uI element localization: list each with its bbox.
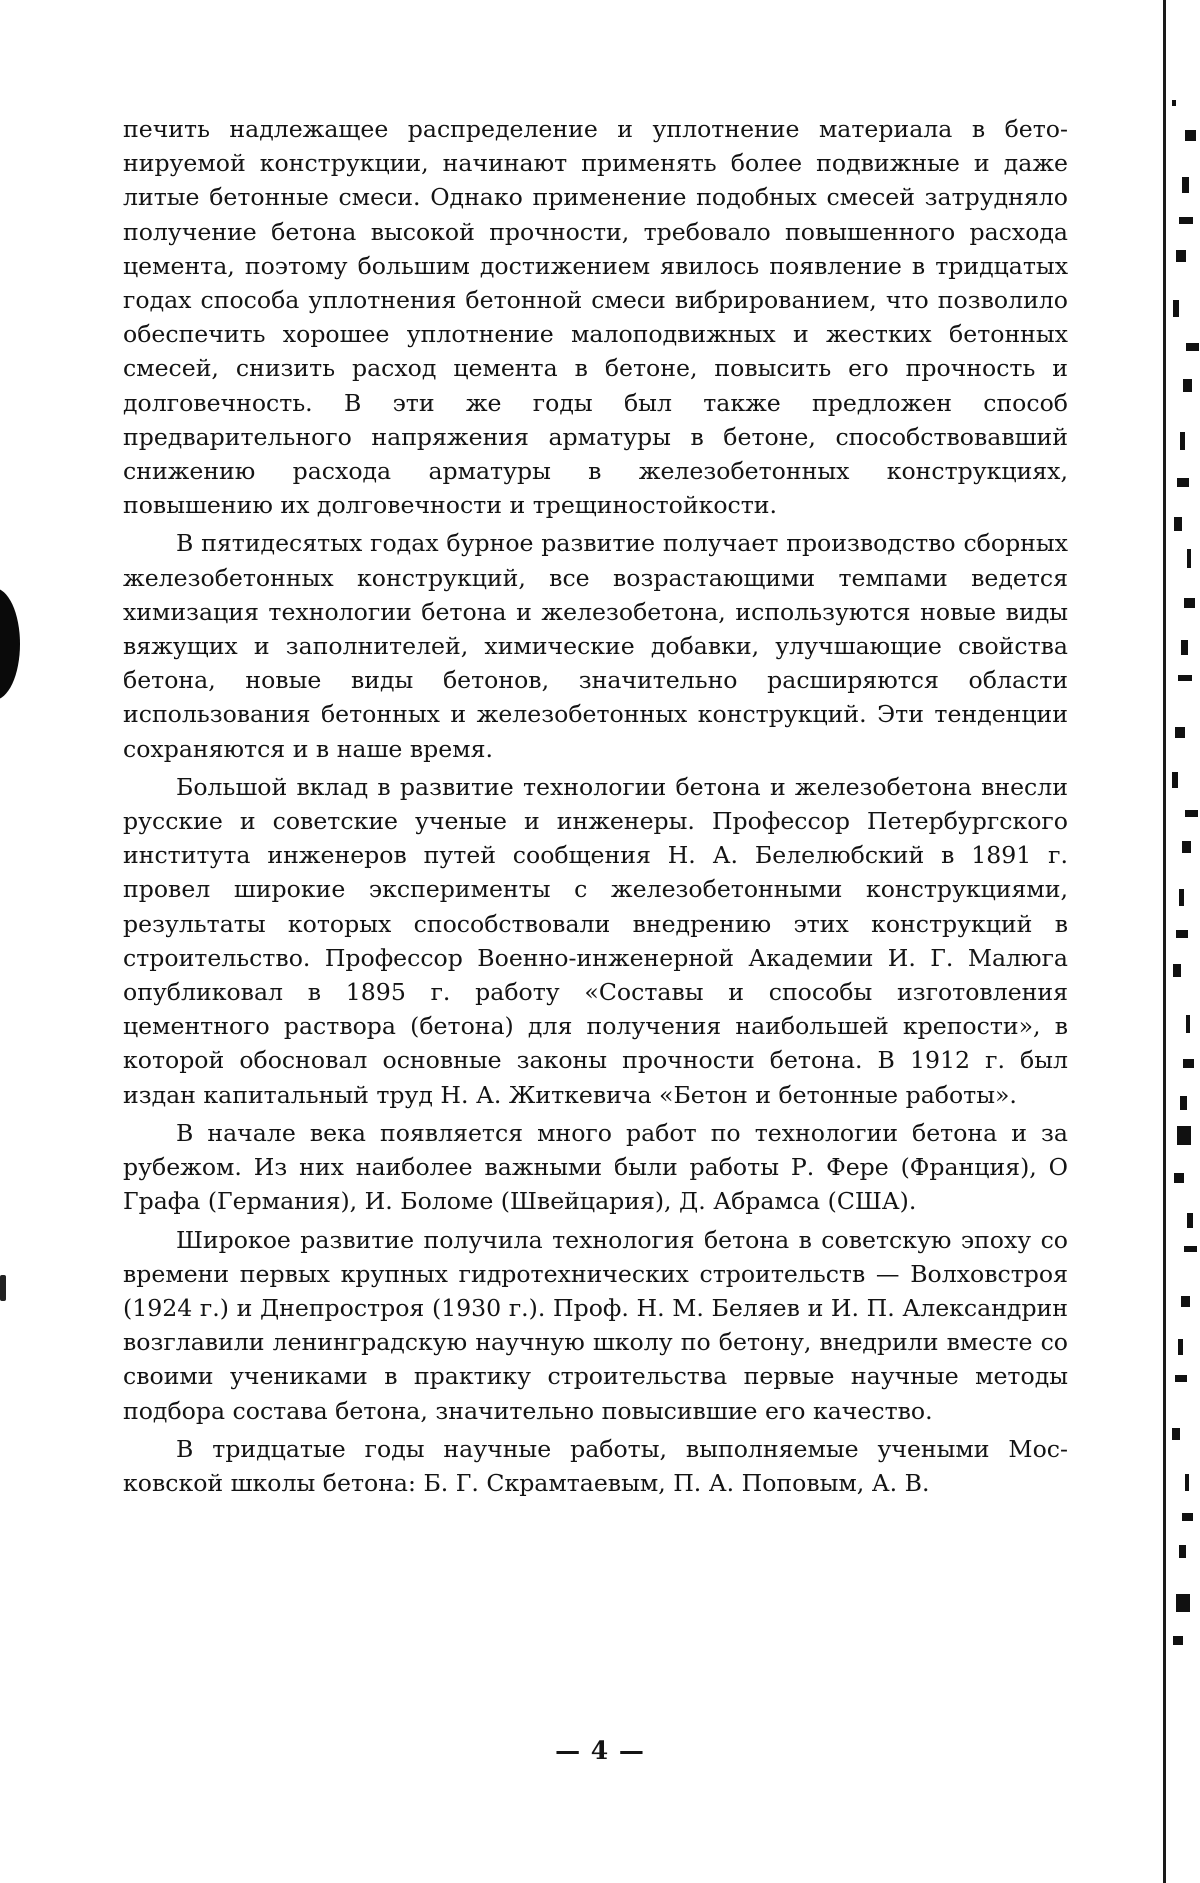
bleed-fragment — [1181, 1296, 1190, 1307]
paragraph-moscow-school: В тридцатые годы научные работы, выполняемые учеными Московской школы бетона: Б. Г. Скрамтаевым, П. А. Поповым, А. В. — [123, 1434, 1068, 1497]
bleed-fragment — [1175, 1375, 1187, 1382]
bleed-fragment — [1182, 177, 1189, 193]
bleed-fragment — [1179, 217, 1193, 224]
bleed-fragment — [1177, 478, 1189, 487]
bleed-fragment — [1182, 841, 1191, 853]
bleed-fragment — [1178, 675, 1192, 681]
bleed-fragment — [1179, 889, 1184, 906]
bleed-fragment — [1172, 100, 1176, 106]
bleed-fragment — [1180, 432, 1185, 450]
bleed-fragment — [1187, 549, 1191, 568]
bleed-fragment — [1172, 1428, 1180, 1440]
body-text — [123, 112, 1068, 1504]
bleed-fragment — [1177, 1126, 1191, 1145]
bleed-fragment — [1187, 1213, 1193, 1228]
adjacent-page-bleed — [1170, 100, 1200, 1660]
bleed-fragment — [1176, 1594, 1190, 1612]
page-number: — 4 — — [555, 1736, 645, 1765]
bleed-fragment — [1185, 810, 1198, 817]
bleed-fragment — [1183, 1059, 1194, 1068]
bleed-fragment — [1174, 1173, 1184, 1183]
paragraph-foreign-works: В начале века появляется много работ по технологии бетона и за рубежом. Из них наиболее важными были работы Р. Фере (Франция), О Графа (Германия), И. Боломе (Швейцария), Д. Абрамса (США). — [123, 1118, 1068, 1216]
bleed-fragment — [1185, 1474, 1189, 1491]
bleed-fragment — [1184, 1246, 1197, 1252]
binding-tick — [0, 1275, 6, 1301]
paragraph-soviet-era: Широкое развитие получила технология бетона в советскую эпоху со времени первых крупных гидротехнических строительств — Волховстроя (1924 г.) и Днепростроя (1930 г.). Проф. Н. М. Беляев и И. П. Александрин возглавили ленинградскую научную школу по бетону, внедрили вместе со своими учениками в практику строительства первые научные методы подбора состава бетона, значительно повысившие его качество. — [123, 1225, 1068, 1425]
bleed-fragment — [1181, 640, 1188, 655]
paragraph-continuation: печить надлежащее распределение и уплотнение материала в бетонируемой конструкции, начинают применять более подвижные и даже литые бетонные смеси. Однако применение подобных смесей затрудняло получение бетона высокой прочности, требовало повышенного расхода цемента, поэтому большим достижением явилось появление в тридцатых годах способа уплотнения бетонной смеси вибрированием, что позволило обеспечить хорошее уплотнение малоподвижных и жестких бетонных смесей, снизить расход цемента в бетоне, повысить его прочность и долговечность. В эти же годы был также предложен способ предварительного напряжения арматуры в бетоне, способствовавший снижению расхода арматуры в железобетонных конструкциях, повышению их долговечности и трещиностойкости. — [123, 115, 1068, 520]
adjacent-page-edge — [1163, 0, 1166, 1883]
bleed-fragment — [1176, 250, 1186, 262]
bleed-fragment — [1174, 517, 1182, 531]
paragraph-fifties: В пятидесятых годах бурное развитие получает производство сборных железобетонных конструкций, все возрастающими темпами ведется химизация технологии бетона и железобетона, используются новые виды вяжущих и заполнителей, химические добавки, улучшающие свойства бетона, новые виды бетонов, значительно расширяются области использования бетонных и железобетонных конструкций. Эти тенденции сохраняются и в наше время. — [123, 529, 1068, 763]
bleed-fragment — [1172, 772, 1178, 788]
paragraph-russian-scientists: Большой вклад в развитие технологии бетона и железобетона внесли русские и советские ученые и инженеры. Профессор Петербургского института инженеров путей сообщения Н. А. Белелюбский в 1891 г. провел широкие эксперименты с железобетонными конструкциями, результаты которых способствовали внедрению этих конструкций в строительство. Профессор Военно-инженерной Академии И. Г. Малюга опубликовал в 1895 г. работу «Составы и способы изготовления цементного раствора (бетона) для получения наибольшей крепости», в которой обосновал основные законы прочности бетона. В 1912 г. был издан капитальный труд Н. А. Житкевича «Бетон и бетонные работы». — [123, 772, 1068, 1109]
bleed-fragment — [1173, 964, 1181, 977]
bleed-fragment — [1183, 379, 1192, 392]
bleed-fragment — [1180, 1096, 1187, 1110]
bleed-fragment — [1178, 1339, 1183, 1355]
bleed-fragment — [1186, 343, 1199, 351]
binding-shadow — [0, 588, 20, 700]
bleed-fragment — [1173, 1636, 1183, 1645]
bleed-fragment — [1173, 300, 1179, 317]
bleed-fragment — [1179, 1545, 1186, 1558]
bleed-fragment — [1182, 1513, 1193, 1521]
bleed-fragment — [1184, 598, 1195, 608]
bleed-fragment — [1176, 930, 1188, 938]
bleed-fragment — [1186, 1015, 1190, 1033]
bleed-fragment — [1185, 130, 1196, 141]
bleed-fragment — [1175, 727, 1185, 738]
